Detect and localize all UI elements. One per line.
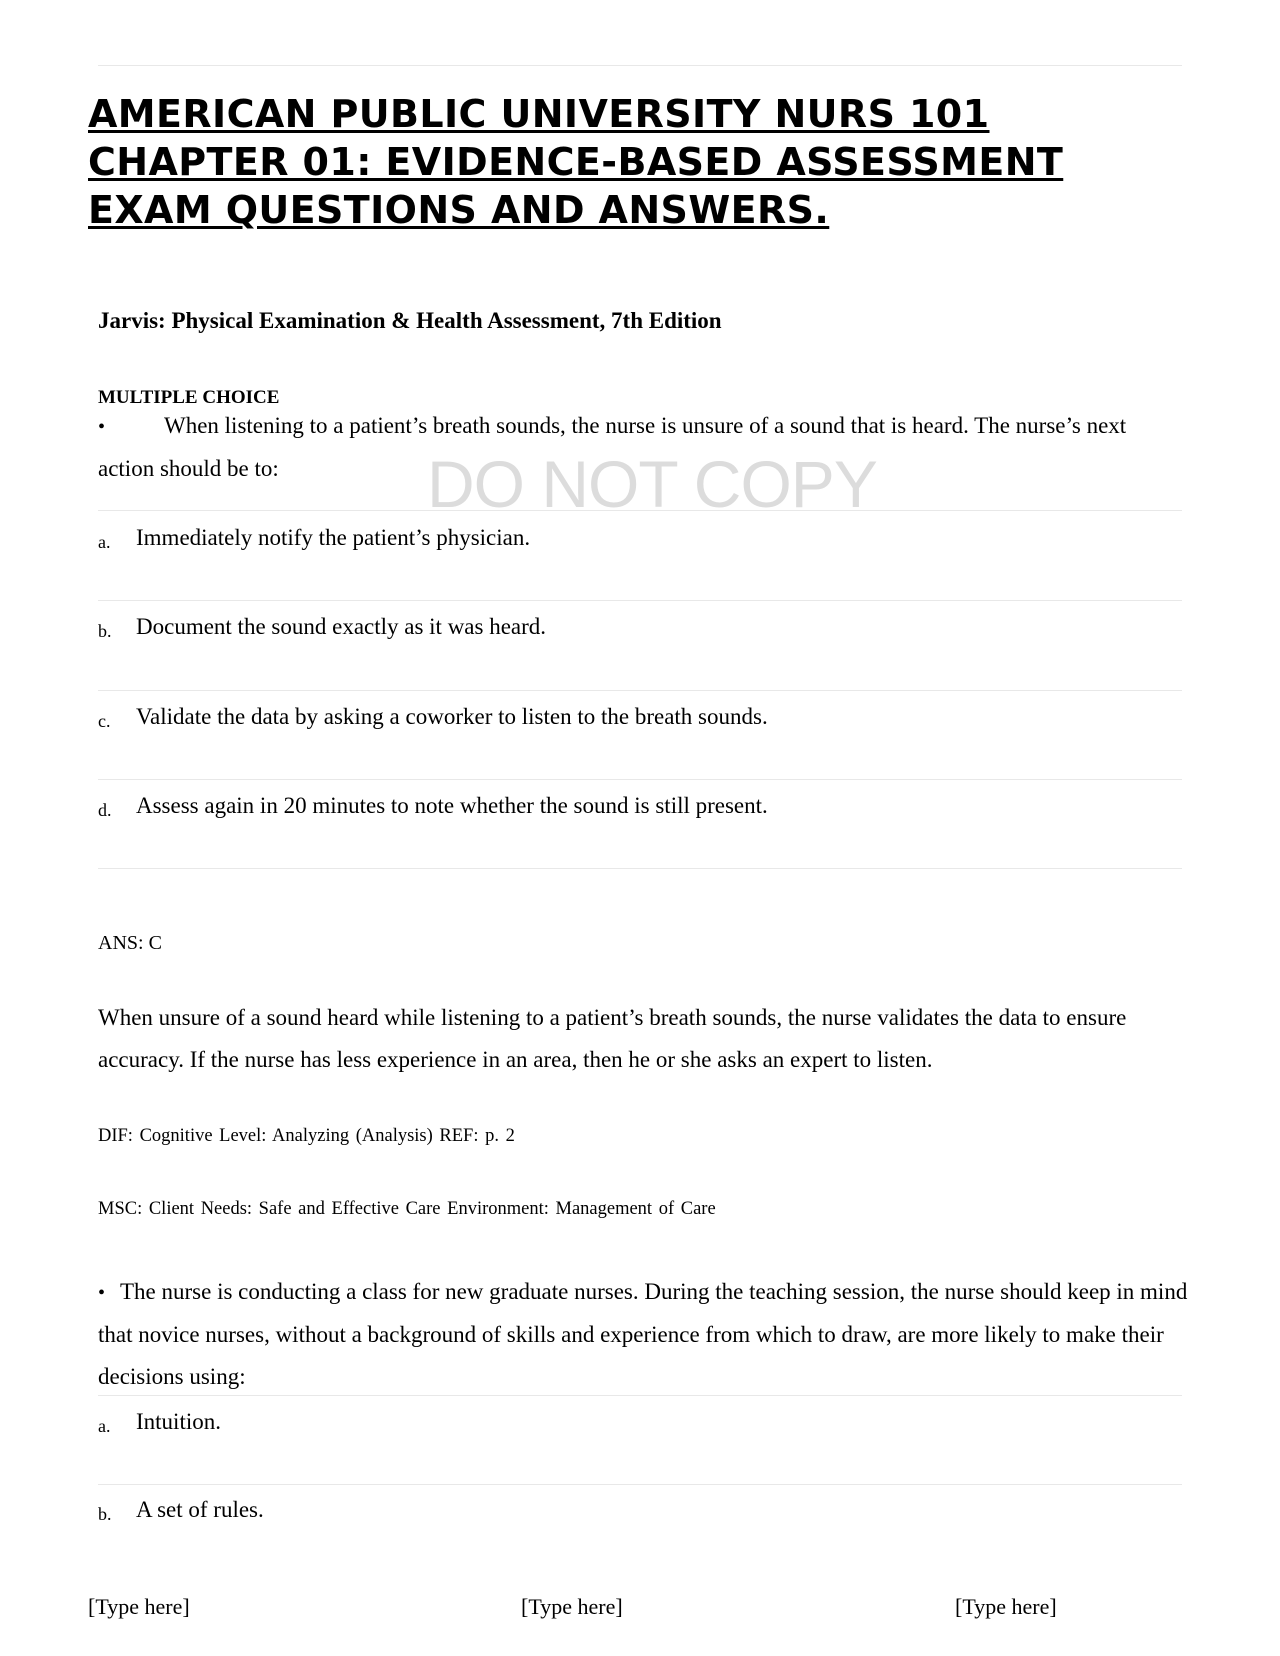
question-2-option-b xyxy=(98,1495,1178,1529)
answer-key: ANS: C xyxy=(98,932,162,954)
option-text: Intuition. xyxy=(136,1409,221,1434)
question-1-text: When listening to a patient’s breath sounds, the nurse is unsure of a sound that is heard. The nurse’s next action should be to: xyxy=(98,413,1127,481)
question-2-stem xyxy=(98,1271,1188,1398)
option-divider xyxy=(98,1484,1182,1485)
question-1-option-d xyxy=(98,791,1178,825)
footer-right-placeholder: [Type here] xyxy=(955,1594,1057,1619)
option-text: Immediately notify the patient’s physician. xyxy=(136,525,531,550)
option-text: Validate the data by asking a coworker to listen to the breath sounds. xyxy=(136,704,768,729)
document-title-line: EXAM QUESTIONS AND ANSWERS. xyxy=(88,188,830,232)
difficulty-reference: DIF: Cognitive Level: Analyzing (Analysis) REF: p. 2 xyxy=(98,1126,515,1146)
option-letter: c. xyxy=(98,711,111,731)
textbook-subtitle: Jarvis: Physical Examination & Health Assessment, 7th Edition xyxy=(98,308,722,333)
option-divider xyxy=(98,600,1182,601)
question-1-option-b xyxy=(98,612,1178,646)
option-divider xyxy=(98,868,1182,869)
question-1-option-c xyxy=(98,702,1178,736)
question-2-option-a xyxy=(98,1407,1178,1441)
option-divider xyxy=(98,510,1182,511)
bullet-icon: • xyxy=(98,416,106,438)
option-divider xyxy=(98,779,1182,780)
option-letter: a. xyxy=(98,532,111,552)
question-2-text: The nurse is conducting a class for new graduate nurses. During the teaching session, the nurse should keep in mind that novice nurses, without a background of skills and experience from which to draw, are more likely to make their decisions using: xyxy=(98,1279,1188,1389)
client-needs: MSC: Client Needs: Safe and Effective Care Environment: Management of Care xyxy=(98,1199,716,1219)
option-divider xyxy=(98,1395,1182,1396)
option-letter: d. xyxy=(98,800,112,820)
option-letter: b. xyxy=(98,1504,112,1524)
option-text: Assess again in 20 minutes to note whether the sound is still present. xyxy=(136,793,768,818)
footer-center-placeholder: [Type here] xyxy=(521,1594,623,1619)
option-text: A set of rules. xyxy=(136,1497,264,1522)
footer-left-placeholder: [Type here] xyxy=(88,1594,190,1619)
question-1-option-a xyxy=(98,523,1178,557)
section-heading: MULTIPLE CHOICE xyxy=(98,387,280,408)
header-divider xyxy=(98,65,1182,66)
bullet-icon: • xyxy=(98,1282,106,1304)
document-title-line: CHAPTER 01: EVIDENCE-BASED ASSESSMENT xyxy=(88,140,1064,184)
document-title xyxy=(88,90,1208,234)
watermark: DO NOT COPY xyxy=(427,447,877,521)
document-title-line: AMERICAN PUBLIC UNIVERSITY NURS 101 xyxy=(88,92,990,136)
option-divider xyxy=(98,690,1182,691)
option-letter: a. xyxy=(98,1416,111,1436)
option-letter: b. xyxy=(98,621,112,641)
option-text: Document the sound exactly as it was heard. xyxy=(136,614,547,639)
answer-rationale: When unsure of a sound heard while listening to a patient’s breath sounds, the nurse validates the data to ensure accuracy. If the nurse has less experience in an area, then he or she asks an expert to listen. xyxy=(98,1005,1127,1072)
